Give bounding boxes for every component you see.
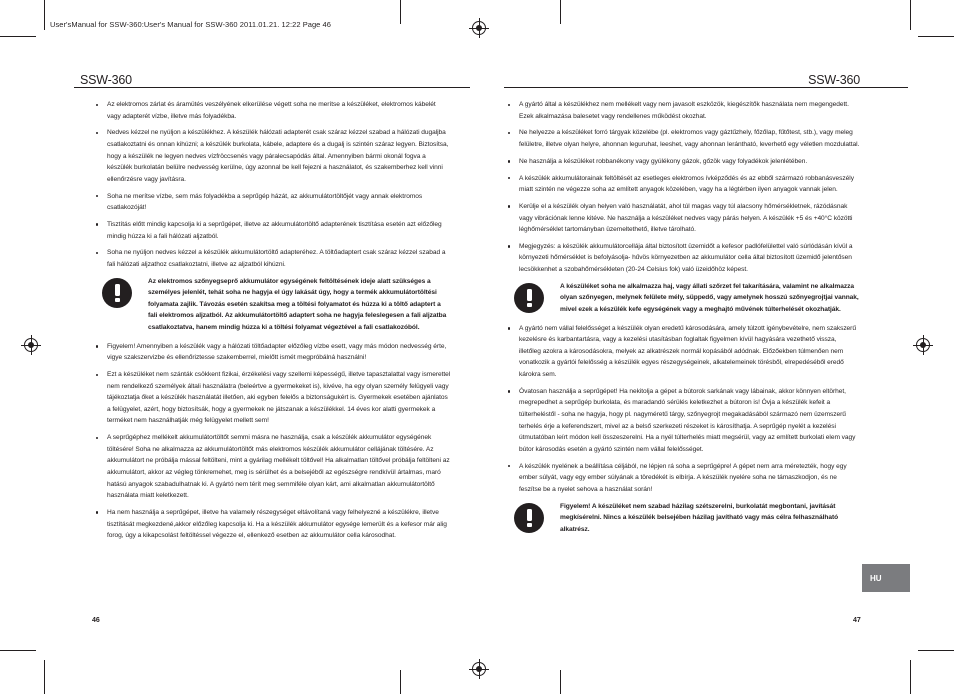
left-page-body <box>96 99 451 547</box>
bullet-item: A gyártó nem vállal felelősséget a készülék olyan eredetű károsodására, amely túlzott igénybevételre, nem szakszerű kezelésre és karbantartásra, vagy a kezelési utasításban foglaltak figyelmen kívül hagyására vezethető vissza, illetőleg azokra a károsodásokra, melyek az alkatrészek normál kopásából adódnak. Előzőekben túlmenően nem vonatkozik a gyártói felelősség a készülék egyes részegységeinek, alkatelemeinek törésből, elrepedéséből eredő károkra sem. <box>508 323 860 381</box>
warning-text: Az elektromos szőnyegseprő akkumulátor egységének feltöltésének ideje alatt szükséges a személyes jelenlét, tehát soha ne hagyja el úgy lakását úgy, hogy a termék akkumulátortöltési folyamata zajlik. Távozás esetén szakítsa meg a töltési folyamatot és húzza ki a töltő adaptert a fali elektromos aljzatból. Az akkumulátortöltő adaptert soha ne hagyja feleslegesen a fali aljzatba csatlakoztatva, hanem mindig húzza ki a töltési folyamat végeztével a fali csatlakozóból. <box>148 277 447 332</box>
bullet-item: Megjegyzés: a készülék akkumulátorcellája által biztosított üzemidőt a kefesor padlófelülettel való súrlódásán kívül a környezeti hőmérséklet is befolyásolja- hűvös környezetben az akkumulátor cella által biztosított üzemidő jelentősen lecsökkenhet a szobahőmérsékleten (20-24 Celsius fok) való üzeidőhöz képest. <box>508 241 860 276</box>
warning-block <box>100 276 451 334</box>
page-header-model: SSW-360 <box>808 73 860 87</box>
crop-mark <box>44 0 45 30</box>
crop-mark <box>400 0 401 24</box>
warning-text: Figyelem! A készüléket nem szabad házilag szétszerelni, burkolatát megbontani, javítását megkísérelni. Nincs a készülék belsejében házilag javítható vagy más célra felhasználható alkatrész. <box>560 502 839 533</box>
registration-mark-icon <box>24 338 38 352</box>
bullet-item: A készülék nyelének a beállítása céljából, ne lépjen rá soha a seprűgépre! A gépet nem arra méretezték, hogy egy ember súlyát, vagy egy ember súlyának a töredékét is elbírja. A készülék nyelére soha ne támaszkodjon, és ne feszítse be a nyelet sehova a használat során! <box>508 461 860 496</box>
header-rule <box>74 87 470 88</box>
exclamation-icon <box>102 278 132 308</box>
warning-block <box>512 501 860 536</box>
header-rule <box>504 87 908 88</box>
crop-mark <box>560 0 561 24</box>
registration-mark-icon <box>916 338 930 352</box>
bullet-item: Soha ne nyúljon nedves kézzel a készülék akkumulátortöltő adapteréhez. A töltőadaptert csak száraz kézzel szabad a fali hálózati aljzathoz csatlakoztatni, illetve az aljzatból kihúzni. <box>96 247 451 270</box>
print-slug: User'sManual for SSW-360:User's Manual for SSW-360 2011.01.21. 12:22 Page 46 <box>50 20 331 29</box>
crop-mark <box>0 650 36 651</box>
page-header-model: SSW-360 <box>80 73 132 87</box>
crop-mark <box>44 660 45 694</box>
page-number: 46 <box>92 617 100 624</box>
right-page-body <box>508 99 860 542</box>
warning-text: A készüléket soha ne alkalmazza haj, vagy állati szőrzet fel takarítására, valamint ne alkalmazza olyan szőnyegen, melynek felülete mély, süppedő, vagy amelynek hosszú szőnyegrojtjai vannak, mivel ezek a készülék kefe egységének vagy a meghajtó művének túlterhelését okozhatják. <box>560 282 859 314</box>
crop-mark <box>560 670 561 694</box>
bullet-item: Az elektromos zárlat és áramütés veszélyének elkerülése végett soha ne merítse a készüléket, elektromos kábelét vagy adapterét vízbe, illetve más folyadékba. <box>96 99 451 122</box>
exclamation-icon <box>514 283 544 313</box>
crop-mark <box>910 660 911 694</box>
bullet-item: Ne használja a készüléket robbanékony vagy gyúlékony gázok, gőzök vagy folyadékok jelenlétében. <box>508 156 860 168</box>
bullet-item: Figyelem! Amennyiben a készülék vagy a hálózati töltőadapter előzőleg vízbe esett, vagy más módon nedvesség érte, vigye szakszervizbe és ellenőriztesse szakemberrel, mielőtt ismét megpróbálná használni! <box>96 341 451 364</box>
bullet-item: A seprűgéphez mellékelt akkumulátortöltőt semmi másra ne használja, csak a készülék akkumulátor egységének töltésére! Soha ne alkalmazza az akkumulátortöltőt más elektromos készülék akkumulátor cellájának töltésére. Az akkumulátort ne próbálja mással feltölteni, mint a gyárilag mellékelt töltővel! Ha alkalmatlan töltővel próbálja feltölteni az akkumulátort, akkor az végleg tönkremehet, meg is sérülhet és a belsejéből az egészségre rendkívül ártalmas, maró hatású anyagok szabadulhatnak ki. A gyártó nem térít meg semmiféle olyan kárt, ami alkalmatlan akkumulátortöltő használata miatt keletkezett. <box>96 432 451 502</box>
crop-mark <box>918 650 954 651</box>
page-number: 47 <box>853 617 861 624</box>
crop-mark <box>910 0 911 30</box>
bullet-item: Ha nem használja a seprűgépet, illetve ha valamely részegységet eltávolítaná vagy felhelyezné a készülékre, illetve tisztítását megkezdené,akkor előzőleg kapcsolja ki. Ha a készülék akkumulátor egysége lemerült és a kefesor már alig forog, úgy a kikapcsolást feltöltéssel végezze el, ellenkező esetben az akkumulátor cella károsodhat. <box>96 507 451 542</box>
bullet-item: Kerülje el a készülék olyan helyen való használatát, ahol túl magas vagy túl alacsony hőmérsékletnek, rázódásnak vagy vibrációnak lenne kitéve. Ne használja a készüléket nedves vagy párás helyen. A készülék +5 és +40°C közötti léghőmérséklet tartományban üzemeltethető, illetve tárolható. <box>508 201 860 236</box>
bullet-item: Ne helyezze a készüléket forró tárgyak közelébe (pl. elektromos vagy gáztűzhely, főzőlap, fűtőtest, stb.), vagy meleg felületre, illetve olyan helyre, ahonnan leguruhat, leeshet, vagy ahonnan lerántható, leverhető egy véletlen mozdulattal. <box>508 127 860 150</box>
bullet-item: Óvatosan használja a seprűgépet! Ha nekitolja a gépet a bútorok sarkának vagy lábainak, akkor könnyen eltörhet, megrepedhet a seprűgép burkolata, és maradandó sérülés keletkezhet a bútoron is! Óvja a készülék kefeit a túlterheléstől - soha ne hagyja, hogy pl. nagyméretű tárgy, szőnyegrojt megakadásából származó nem üzemszerű terhelés érje a keferendszert, mivel az a belső szerkezeti részeket is károsíthatja. A seprűgép nyelét a kezelési útmutatóban leírt módon kell összeszerelni. Ha a nyél túlterhelés miatt megsérül, vagy az említett burkolati elem vagy bútor károsodás esetén a gyártó szintén nem vállal felelősséget. <box>508 386 860 456</box>
warning-block <box>512 281 860 316</box>
crop-mark <box>0 36 36 37</box>
bullet-item: A gyártó által a készülékhez nem mellékelt vagy nem javasolt eszközök, kiegészítők használata nem megengedett. Ezek alkalmazása balesetet vagy rendellenes működést okozhat. <box>508 99 860 122</box>
bullet-item: Ezt a készüléket nem szánták csökkent fizikai, érzékelési vagy szellemi képességű, illetve tapasztalattal vagy ismerettel nem rendelkező személyek általi használatra (beleértve a gyermekeket is), kivéve, ha egy olyan személy felügyeli vagy tájékoztatja őket a készülék használatát illetően, aki egyben felelős a biztonságukért is. Gyermekek esetében ajánlatos a felügyelet, azért, hogy biztosítsák, hogy a gyermekek ne játszanak a készülékkel. 14 éves kor alatti gyermekek a terméket nem használhatják még felügyelet mellett sem! <box>96 369 451 427</box>
exclamation-icon <box>514 503 544 533</box>
bullet-item: Soha ne merítse vízbe, sem más folyadékba a seprűgép házát, az akkumulátortöltőjét vagy annak elektromos csatlakozóját! <box>96 191 451 214</box>
language-tab: HU <box>862 564 910 592</box>
registration-mark-icon <box>472 662 486 676</box>
bullet-item: A készülék akkumulátorainak feltöltését az esetleges elektromos ívképződés és az ebből származó robbanásveszély miatt szintén ne végezze soha az említett anyagok közelében, vagy ha a légtérben ilyen anyagok vannak jelen. <box>508 173 860 196</box>
bullet-item: Nedves kézzel ne nyúljon a készülékhez. A készülék hálózati adapterét csak száraz kézzel szabad a hálózati dugaljba csatlakoztatni és onnan kihúzni; a készülék burkolata, kábele, adaptere és a dugalj is szintén száraz legyen. Biztosítsa, hogy a készülék ne legyen nedves vízfröccsenés vagy páralecsapódás által. Amennyiben bármi okonál fogva a készülék burkolatán belülre nedvesség kerülne, úgy azonnal be kell fejezni a használatot, és szakemberhez kell vinni ellenőrzésre vagy javításra. <box>96 127 451 185</box>
registration-mark-icon <box>472 21 486 35</box>
bullet-item: Tisztítás előtt mindig kapcsolja ki a seprűgépet, illetve az akkumulátortöltő adapterének tisztítása esetén azt előzőleg mindig húzza ki a fali hálózati aljzatból. <box>96 219 451 242</box>
crop-mark <box>400 670 401 694</box>
crop-mark <box>918 36 954 37</box>
